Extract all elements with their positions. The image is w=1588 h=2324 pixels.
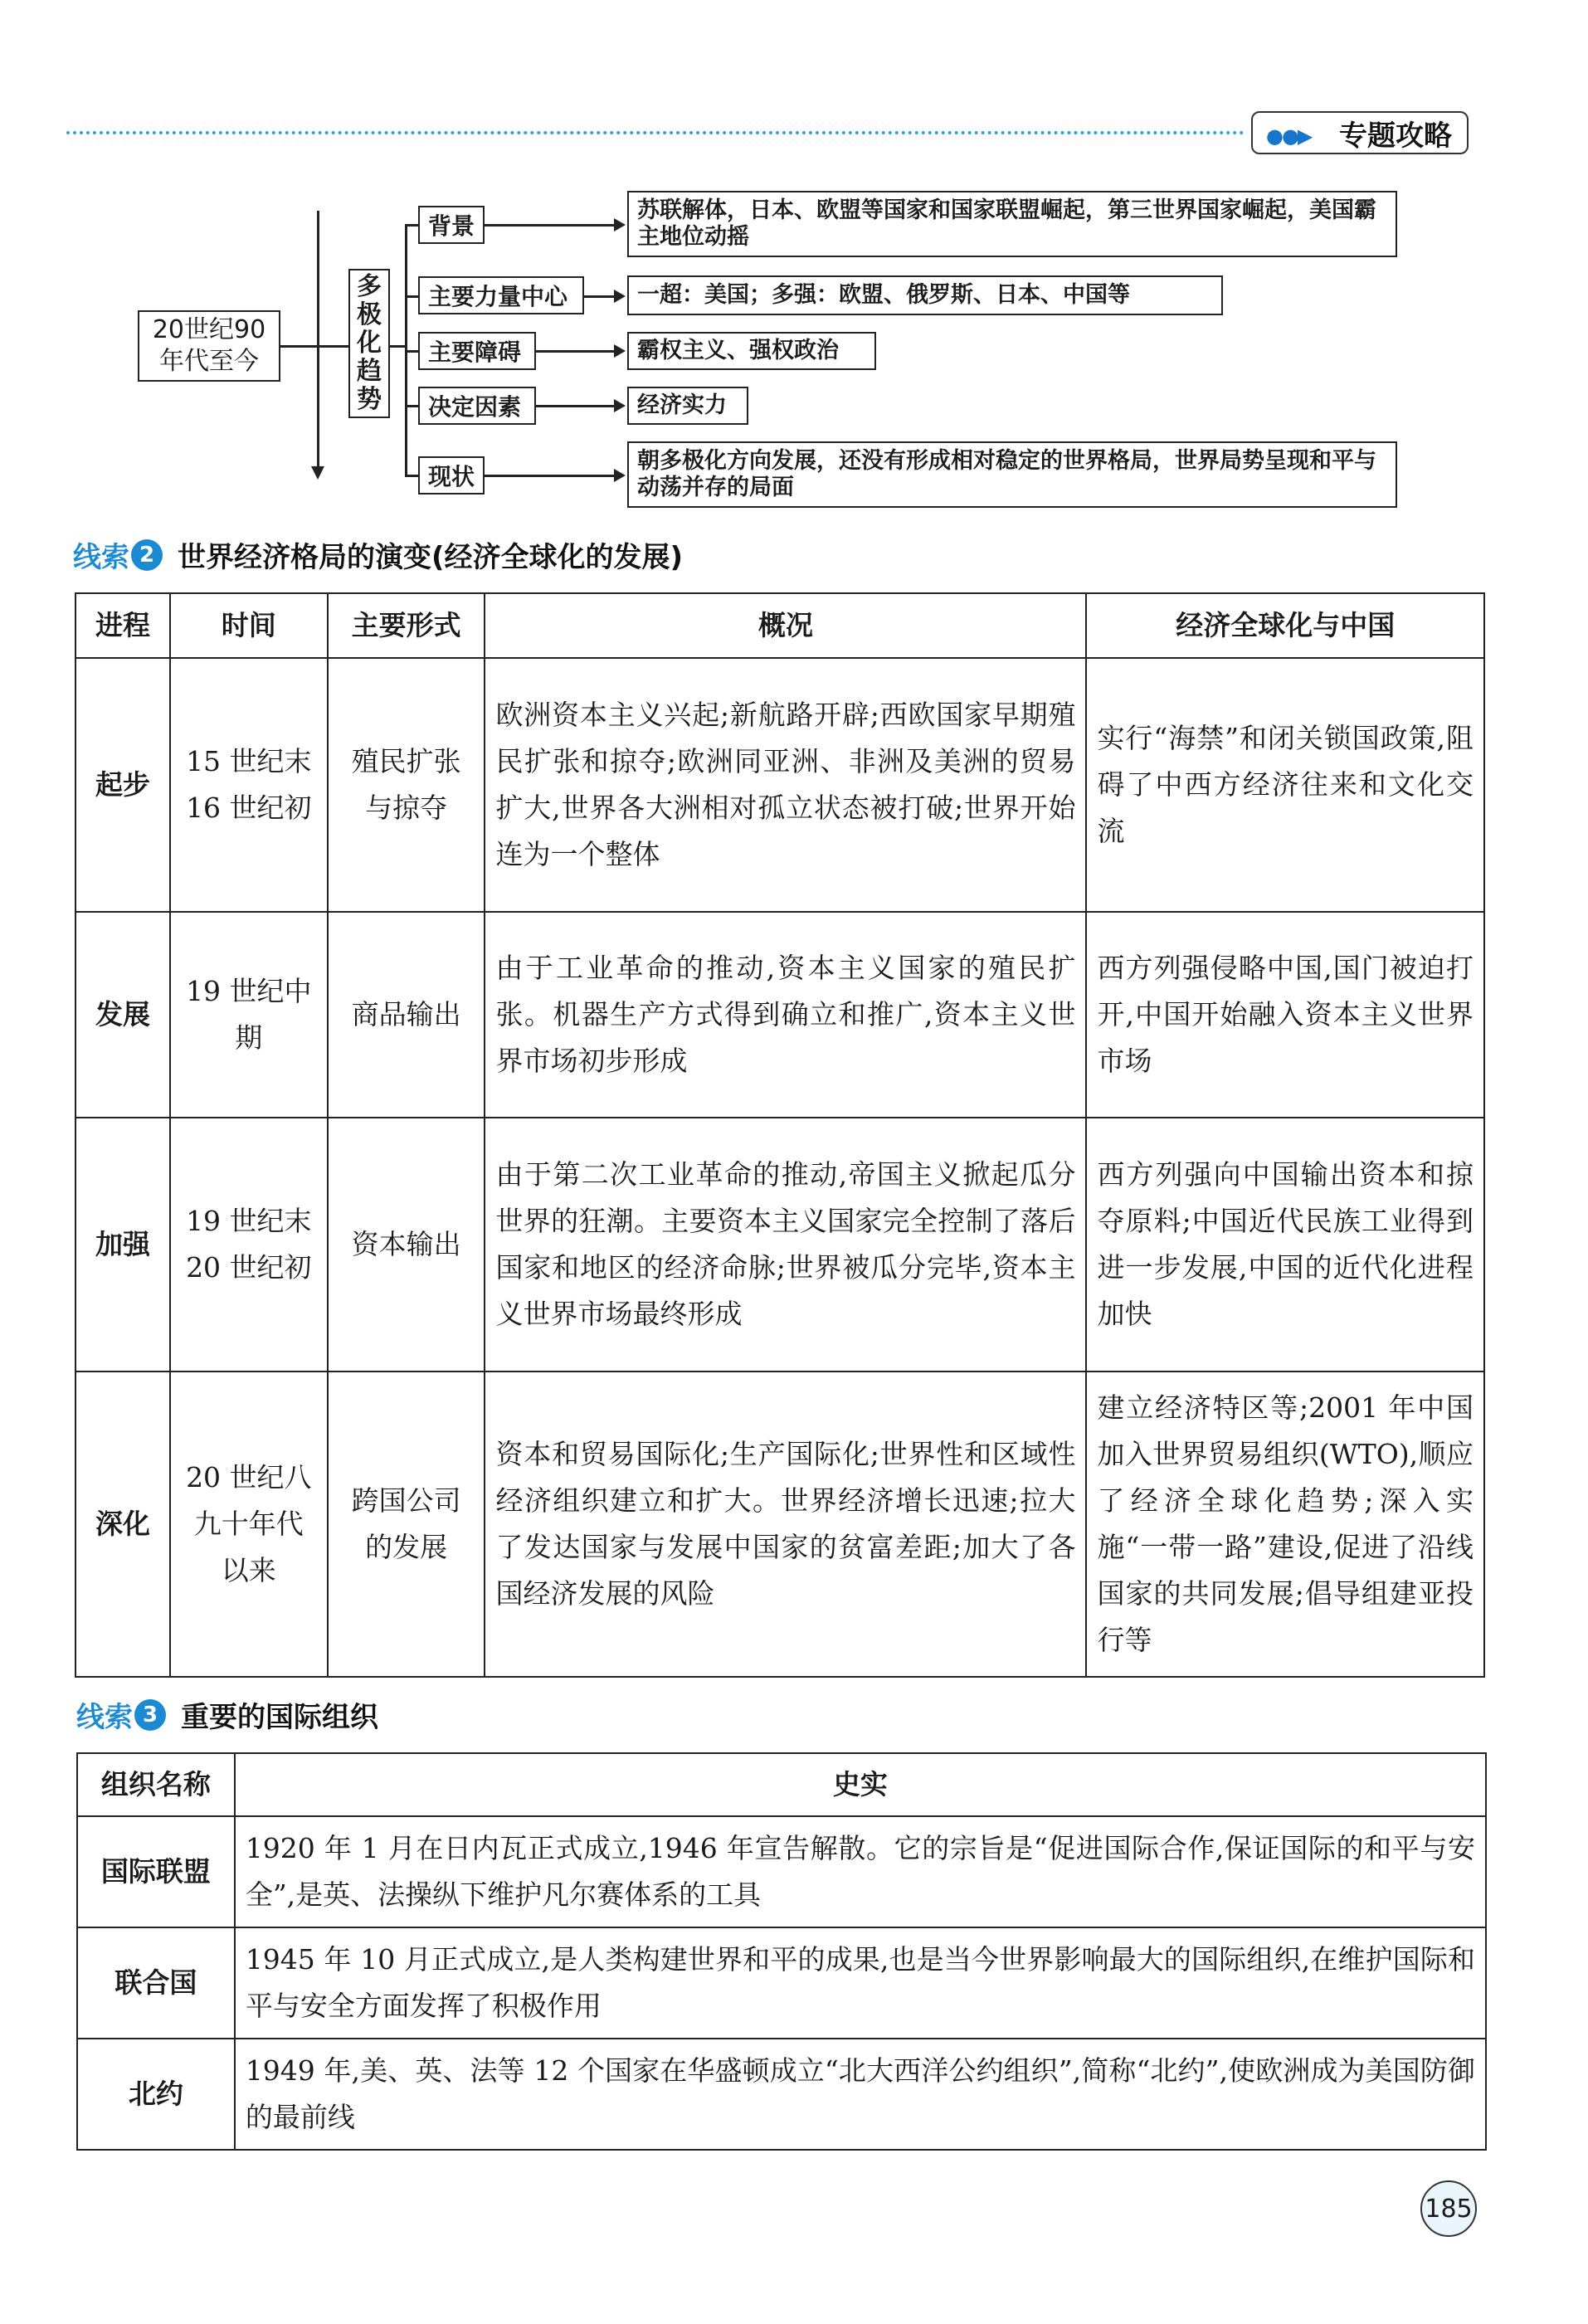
arrow-right-icon xyxy=(614,399,626,412)
arrow-right-icon xyxy=(614,344,626,358)
branch-label-background: 背景 xyxy=(418,206,485,244)
table-row xyxy=(76,1372,1484,1677)
section2-heading xyxy=(73,534,683,575)
page-number: 185 xyxy=(1420,2180,1477,2237)
branch-desc-status: 朝多极化方向发展，还没有形成相对稳定的世界格局，世界局势呈现和平与动荡并存的局面 xyxy=(627,441,1397,508)
arrow-line xyxy=(536,405,616,407)
header-dotted-rule xyxy=(66,131,1245,134)
branch-label-deciding-factor: 决定因素 xyxy=(418,387,536,425)
branch-label-status: 现状 xyxy=(418,456,485,495)
org-fact: 1945 年 10 月正式成立,是人类构建世界和平的成果,也是当今世界影响最大的国际组织,在维护国际和平与安全方面发挥了积极作用 xyxy=(235,1927,1486,2039)
col-header-form: 主要形式 xyxy=(328,593,485,658)
org-name: 北约 xyxy=(77,2039,235,2150)
connector xyxy=(390,345,407,348)
row-overview: 资本和贸易国际化;生产国际化;世界性和区域性经济组织建立和扩大。世界经济增长迅速;拉大了发达国家与发展中国家的贫富差距;加大了各国经济发展的风险 xyxy=(485,1372,1086,1677)
col-header-china: 经济全球化与中国 xyxy=(1086,593,1484,658)
row-form: 殖民扩张与掠夺 xyxy=(328,658,485,912)
table-row xyxy=(76,912,1484,1118)
org-name: 国际联盟 xyxy=(77,1816,235,1927)
row-time: 20 世纪八九十年代以来 xyxy=(170,1372,328,1677)
double-arrow-icon: ●●▶ xyxy=(1266,124,1312,148)
section-tag xyxy=(1251,111,1469,154)
branch-label-obstacles: 主要障碍 xyxy=(418,332,536,370)
timeline-arrowhead-icon xyxy=(311,466,324,480)
branch-desc-background: 苏联解体，日本、欧盟等国家和国家联盟崛起，第三世界国家崛起，美国霸主地位动摇 xyxy=(627,191,1397,257)
table-header-row xyxy=(77,1753,1486,1816)
row-china: 西方列强向中国输出资本和掠夺原料;中国近代民族工业得到进一步发展,中国的近代化进程加快 xyxy=(1086,1118,1484,1372)
org-fact: 1949 年,美、英、法等 12 个国家在华盛顿成立“北大西洋公约组织”,简称“北约”,使欧洲成为美国防御的最前线 xyxy=(235,2039,1486,2150)
org-name: 联合国 xyxy=(77,1927,235,2039)
table-row xyxy=(77,1816,1486,1927)
arrow-right-icon xyxy=(614,218,626,231)
branch-desc-deciding-factor: 经济实力 xyxy=(627,387,748,425)
col-header-fact: 史实 xyxy=(235,1753,1486,1816)
table-header-row xyxy=(76,593,1484,658)
org-fact: 1920 年 1 月在日内瓦正式成立,1946 年宣告解散。它的宗旨是“促进国际合作,保证国际的和平与安全”,是英、法操纵下维护凡尔赛体系的工具 xyxy=(235,1816,1486,1927)
col-header-time: 时间 xyxy=(170,593,328,658)
economy-evolution-table xyxy=(75,592,1485,1678)
table-row xyxy=(76,658,1484,912)
row-china: 建立经济特区等;2001 年中国加入世界贸易组织(WTO),顺应了经济全球化趋势;深入实施“一带一路”建设,促进了沿线国家的共同发展;倡导组建亚投行等 xyxy=(1086,1372,1484,1677)
row-stage: 深化 xyxy=(76,1372,170,1677)
row-stage: 起步 xyxy=(76,658,170,912)
arrow-line xyxy=(536,350,616,353)
section2-number-badge: 2 xyxy=(131,539,163,571)
table-row xyxy=(76,1118,1484,1372)
intl-organizations-table xyxy=(76,1752,1487,2151)
col-header-stage: 进程 xyxy=(76,593,170,658)
row-form: 商品输出 xyxy=(328,912,485,1118)
arrow-right-icon xyxy=(614,469,626,482)
table-row xyxy=(77,1927,1486,2039)
section2-title: 世界经济格局的演变(经济全球化的发展) xyxy=(178,541,684,574)
diagram-root: 20世纪90年代至今 xyxy=(138,310,280,382)
section3-title: 重要的国际组织 xyxy=(181,1701,378,1734)
row-form: 跨国公司的发展 xyxy=(328,1372,485,1677)
branch-desc-obstacles: 霸权主义、强权政治 xyxy=(627,332,876,370)
row-china: 西方列强侵略中国,国门被迫打开,中国开始融入资本主义世界市场 xyxy=(1086,912,1484,1118)
row-time: 19 世纪中期 xyxy=(170,912,328,1118)
row-stage: 加强 xyxy=(76,1118,170,1372)
branch-label-power-centers: 主要力量中心 xyxy=(418,276,584,314)
section3-prefix: 线索 xyxy=(76,1701,133,1734)
col-header-overview: 概况 xyxy=(485,593,1086,658)
timeline-axis xyxy=(317,211,319,473)
row-time: 15 世纪末 16 世纪初 xyxy=(170,658,328,912)
row-time: 19 世纪末 20 世纪初 xyxy=(170,1118,328,1372)
branch-desc-power-centers: 一超：美国；多强：欧盟、俄罗斯、日本、中国等 xyxy=(627,275,1223,315)
arrow-line xyxy=(485,475,616,477)
diagram-trend: 多极化趋势 xyxy=(348,269,390,418)
arrow-right-icon xyxy=(614,290,626,303)
connector xyxy=(280,345,350,348)
section-tag-label: 专题攻略 xyxy=(1339,119,1452,153)
row-overview: 由于第二次工业革命的推动,帝国主义掀起瓜分世界的狂潮。主要资本主义国家完全控制了落后国家和地区的经济命脉;世界被瓜分完毕,资本主义世界市场最终形成 xyxy=(485,1118,1086,1372)
row-form: 资本输出 xyxy=(328,1118,485,1372)
table-row xyxy=(77,2039,1486,2150)
section3-heading xyxy=(76,1694,378,1735)
col-header-org-name: 组织名称 xyxy=(77,1753,235,1816)
row-overview: 欧洲资本主义兴起;新航路开辟;西欧国家早期殖民扩张和掠夺;欧洲同亚洲、非洲及美洲的贸易扩大,世界各大洲相对孤立状态被打破;世界开始连为一个整体 xyxy=(485,658,1086,912)
section3-number-badge: 3 xyxy=(134,1699,166,1731)
row-stage: 发展 xyxy=(76,912,170,1118)
arrow-line xyxy=(584,295,616,298)
row-overview: 由于工业革命的推动,资本主义国家的殖民扩张。机器生产方式得到确立和推广,资本主义世界市场初步形成 xyxy=(485,912,1086,1118)
section2-prefix: 线索 xyxy=(73,541,129,574)
arrow-line xyxy=(485,224,616,227)
row-china: 实行“海禁”和闭关锁国政策,阻碍了中西方经济往来和文化交流 xyxy=(1086,658,1484,912)
